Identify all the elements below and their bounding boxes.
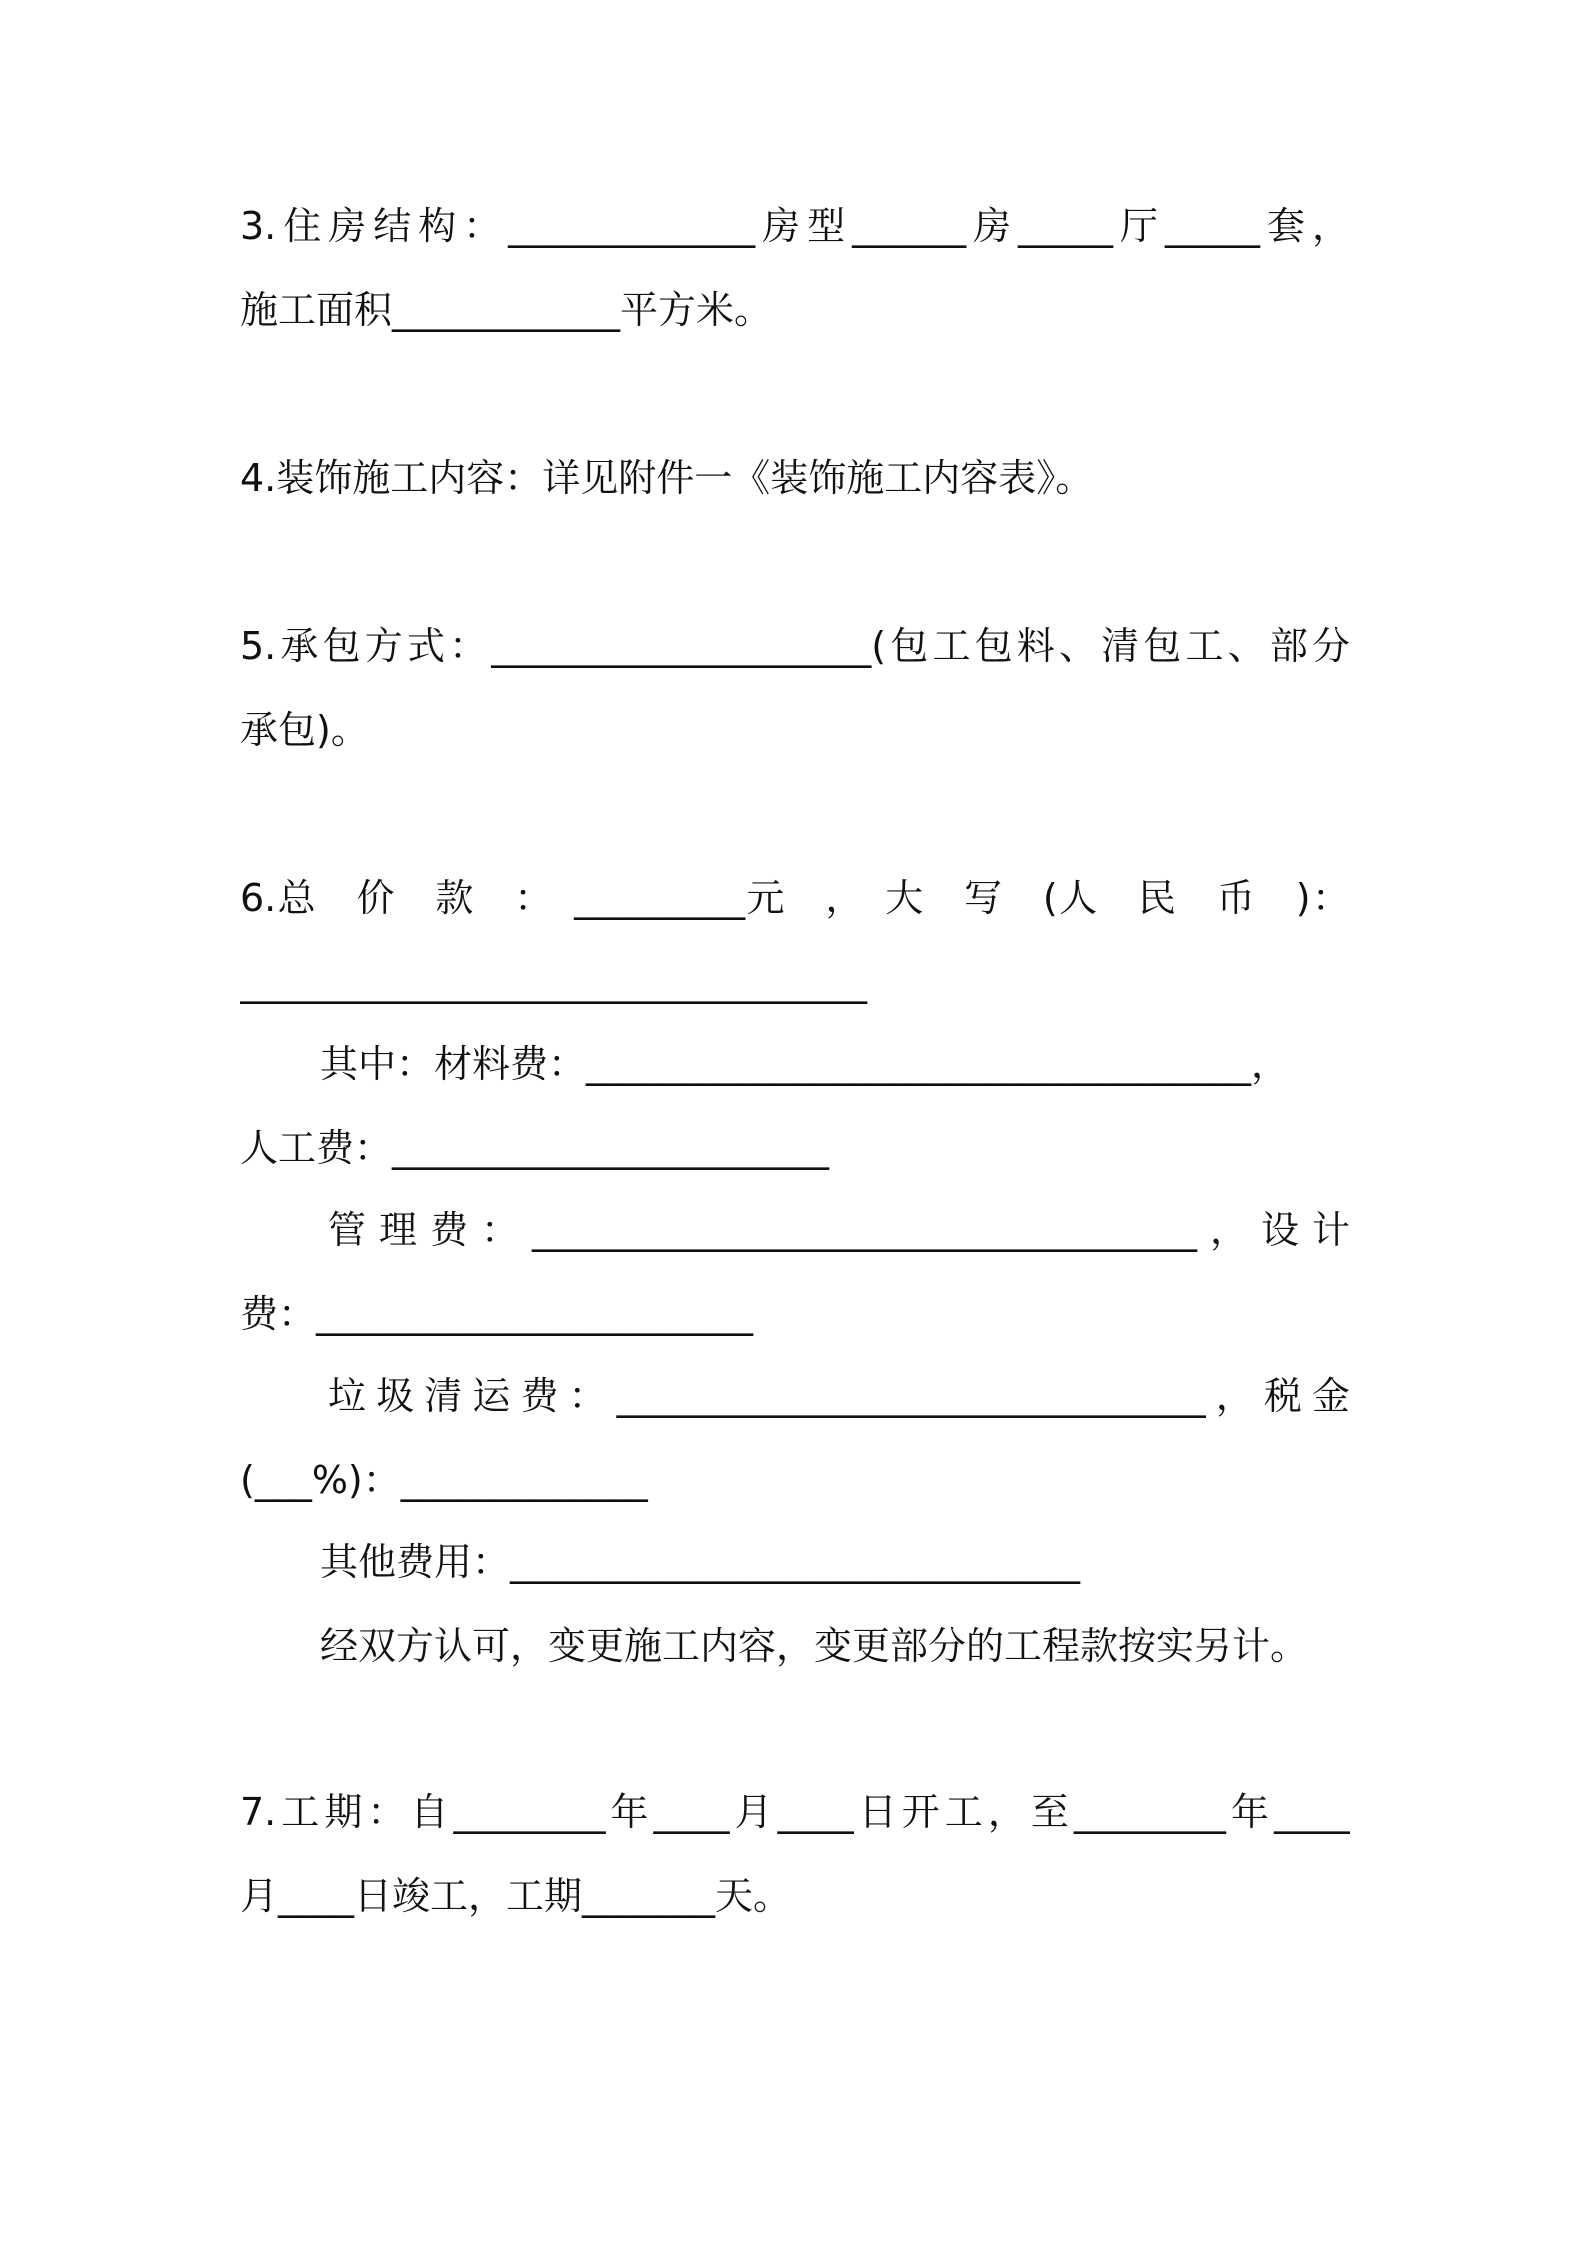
total-price-line: 6.总 价 款 ： _________元 ， 大 写 (人 民 币 )： bbox=[240, 876, 1350, 920]
other-fee-line: 其他费用：______________________________ bbox=[320, 1540, 1081, 1584]
schedule-line-cont: 月____日竣工，工期_______天。 bbox=[240, 1874, 792, 1918]
tax-line: (___%)：_____________ bbox=[240, 1458, 648, 1502]
garbage-fee-line: 垃圾清运费：_______________________________，税金 bbox=[328, 1374, 1350, 1418]
schedule-line: 7.工期：自________年____月____日开工，至________年____ bbox=[240, 1790, 1350, 1834]
contract-method-line: 5.承包方式：____________________(包工包料、清包工、部分 bbox=[240, 624, 1350, 668]
labor-fee-line: 人工费：_______________________ bbox=[240, 1126, 830, 1170]
management-fee-line: 管理费：___________________________________，设计 bbox=[328, 1208, 1350, 1252]
total-price-blank-line: _________________________________ bbox=[240, 960, 867, 1004]
material-fee-line: 其中：材料费：___________________________________， bbox=[320, 1042, 1290, 1086]
design-fee-line: 费：_______________________ bbox=[240, 1292, 754, 1336]
decoration-content-line: 4.装饰施工内容：详见附件一《装饰施工内容表》。 bbox=[240, 456, 1094, 500]
construction-area-line: 施工面积____________平方米。 bbox=[240, 288, 773, 332]
contract-method-line-cont: 承包)。 bbox=[240, 708, 369, 752]
change-note-line: 经双方认可，变更施工内容，变更部分的工程款按实另计。 bbox=[320, 1624, 1309, 1668]
housing-structure-line: 3.住房结构：_____________房型______房_____厅_____套， bbox=[240, 204, 1350, 248]
